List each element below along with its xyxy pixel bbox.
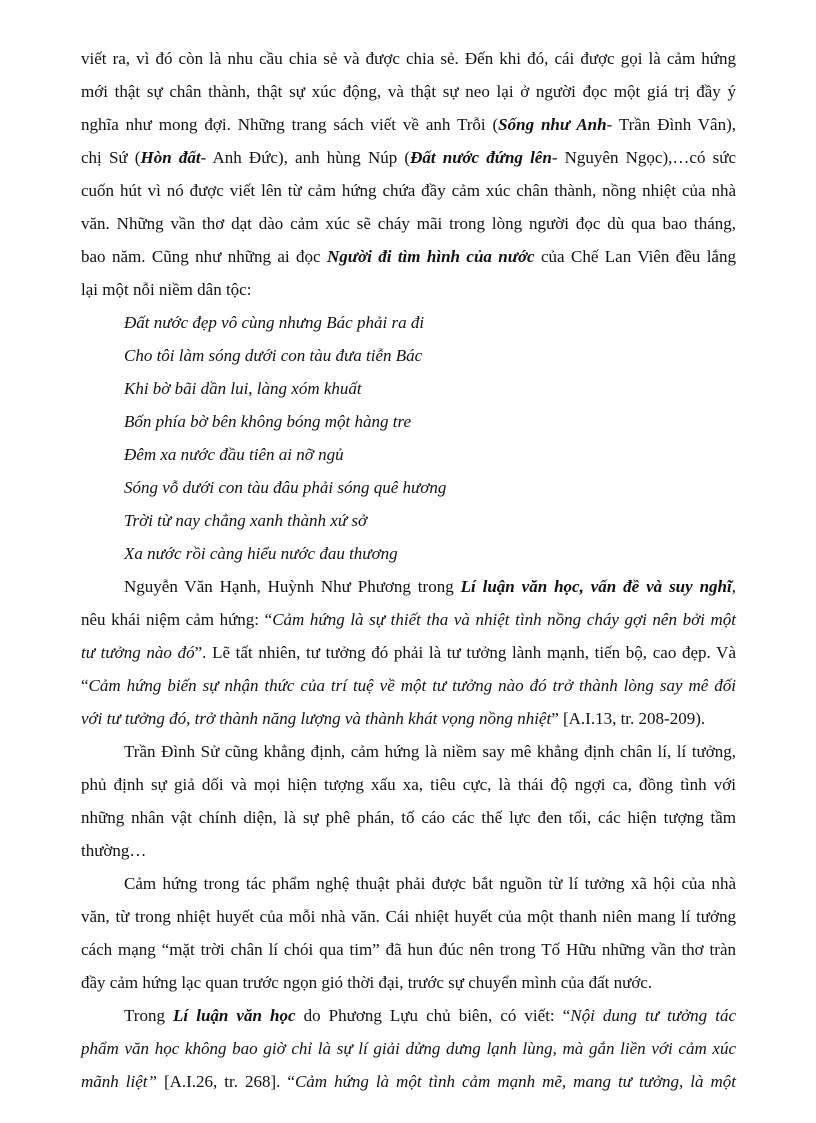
text-run: Cảm hứng trong tác phẩm nghệ thuật phải được bắt nguồn từ lí tưởng xã hội của nhà [124, 874, 736, 893]
quote-text: phẩm văn học không bao giờ chỉ là sự lí giải dửng dưng lạnh lùng, mà gắn liền với cảm xúc [81, 1039, 736, 1058]
text-line [81, 773, 736, 797]
text-run: Nguyễn Văn Hạnh, Huỳnh Như Phương trong [124, 577, 461, 596]
text-run: Trần Đình Sử cũng khẳng định, cảm hứng là niềm say mê khẳng định chân lí, lí tưởng, [124, 742, 736, 761]
text-run: thường… [81, 841, 147, 860]
text-line [81, 47, 736, 71]
text-run: phủ định sự giả dối và mọi hiện tượng xấu xa, tiêu cực, là thái độ ngợi ca, đồng tình với [81, 775, 736, 794]
text-run: văn, từ trong nhiệt huyết của mỗi nhà văn. Cái nhiệt huyết của một thanh niên mang lí tưởng [81, 907, 736, 926]
poem-line: Cho tôi làm sóng dưới con tàu đưa tiễn Bác [124, 346, 423, 365]
text-run: bao năm. Cũng như những ai đọc [81, 247, 327, 266]
text-line [81, 278, 736, 302]
text-line [81, 1037, 736, 1061]
text-line [124, 1004, 736, 1028]
quote-text: Cảm hứng biến sự nhận thức của trí tuệ về một tư tưởng nào đó trở thành lòng say mê đối [88, 676, 736, 695]
text-run: đầy cảm hứng lạc quan trước ngọn gió thời đại, trước sự chuyển mình của đất nước. [81, 973, 653, 992]
text-run: - Trần Đình Vân), [606, 115, 737, 134]
text-line [81, 707, 736, 731]
poem-line: Đất nước đẹp vô cùng nhưng Bác phải ra đi [124, 313, 425, 332]
text-run: mới thật sự chân thành, thật sự xúc động, và thật sự neo lại ở người đọc một giá trị đầy ý [81, 82, 736, 101]
text-line [81, 113, 736, 137]
book-title: Sống như Anh [498, 115, 607, 134]
text-line [81, 608, 736, 632]
book-title: Lí luận văn học, vấn đề và suy nghĩ [460, 577, 732, 596]
text-run: những nhân vật chính diện, là sự phê phán, tố cáo các thế lực đen tối, các hiện tượng tầm [81, 808, 736, 827]
quote-text: với tư tưởng đó, trở thành năng lượng và thành khát vọng nồng nhiệt [81, 709, 552, 728]
citation: ” [A.I.13, tr. 208-209). [551, 709, 706, 728]
poem-line: Bốn phía bờ bên không bóng một hàng tre [124, 412, 412, 431]
quote-text: Nội dung tư tưởng tác [570, 1006, 736, 1025]
quote-text: Cảm hứng là một tình cảm mạnh mẽ, mang tư tưởng, là một [294, 1072, 736, 1091]
text-run: , [731, 577, 736, 596]
poem-line: Khi bờ bãi dần lui, làng xóm khuất [124, 379, 362, 398]
text-line [81, 1070, 736, 1094]
poem-line: Sóng vỗ dưới con tàu đâu phải sóng quê hương [124, 478, 447, 497]
quote-text: tư tưởng nào đó [81, 643, 195, 662]
text-run: chị Sứ ( [81, 148, 141, 167]
text-run: - Nguyên Ngọc),…có sức [551, 148, 736, 167]
quote-text: mãnh liệt” [81, 1072, 157, 1091]
text-line [81, 938, 736, 962]
book-title: Người đi tìm hình của nước [326, 247, 535, 266]
text-run: do Phương Lựu chủ biên, có viết: “ [295, 1006, 571, 1025]
text-run: - Anh Đức), anh hùng Núp ( [200, 148, 411, 167]
text-line [124, 575, 736, 599]
text-line [81, 806, 736, 830]
text-run: nêu khái niệm cảm hứng: “ [81, 610, 273, 629]
text-run: ”. Lẽ tất nhiên, tư tưởng đó phải là tư tưởng lành mạnh, tiến bộ, cao đẹp. Và [194, 643, 736, 662]
poem-line: Xa nước rồi càng hiểu nước đau thương [124, 544, 398, 563]
text-run: lại một nỗi niềm dân tộc: [81, 280, 252, 299]
poem-line: Trời từ nay chẳng xanh thành xứ sở [124, 511, 368, 530]
text-run: Trong [124, 1006, 174, 1025]
text-line [81, 146, 736, 170]
text-run: “ [81, 676, 89, 695]
text-line [81, 641, 736, 665]
text-line [81, 212, 736, 236]
text-run: cách mạng “mặt trời chân lí chói qua tim” đã hun đúc nên trong Tố Hữu những vần thơ tràn [81, 940, 736, 959]
text-line [81, 839, 736, 863]
text-line [81, 971, 736, 995]
text-line [81, 245, 736, 269]
quote-text: Cảm hứng là sự thiết tha và nhiệt tình nồng cháy gợi nên bởi một [272, 610, 736, 629]
text-run: nghĩa như mong đợi. Những trang sách viết về anh Trỗi ( [81, 115, 499, 134]
text-line [81, 80, 736, 104]
book-title: Lí luận văn học [173, 1006, 296, 1025]
text-run: cuốn hút vì nó được viết lên từ cảm hứng chứa đầy cảm xúc chân thành, nồng nhiệt của nhà [81, 181, 736, 200]
text-run: viết ra, vì đó còn là nhu cầu chia sẻ và được chia sẻ. Đến khi đó, cái được gọi là cảm hứng [81, 49, 736, 68]
text-line [124, 872, 736, 896]
book-title: Hòn đất [140, 148, 201, 167]
text-run: văn. Những vần thơ dạt dào cảm xúc sẽ cháy mãi trong lòng người đọc dù qua bao tháng, [81, 214, 736, 233]
book-title: Đất nước đứng lên [410, 148, 552, 167]
text-line [124, 740, 736, 764]
text-line [81, 905, 736, 929]
text-line [81, 674, 736, 698]
poem-line: Đêm xa nước đầu tiên ai nỡ ngủ [124, 445, 344, 464]
text-line [81, 179, 736, 203]
text-run: của Chế Lan Viên đều lắng [534, 247, 736, 266]
citation: [A.I.26, tr. 268]. “ [156, 1072, 295, 1091]
